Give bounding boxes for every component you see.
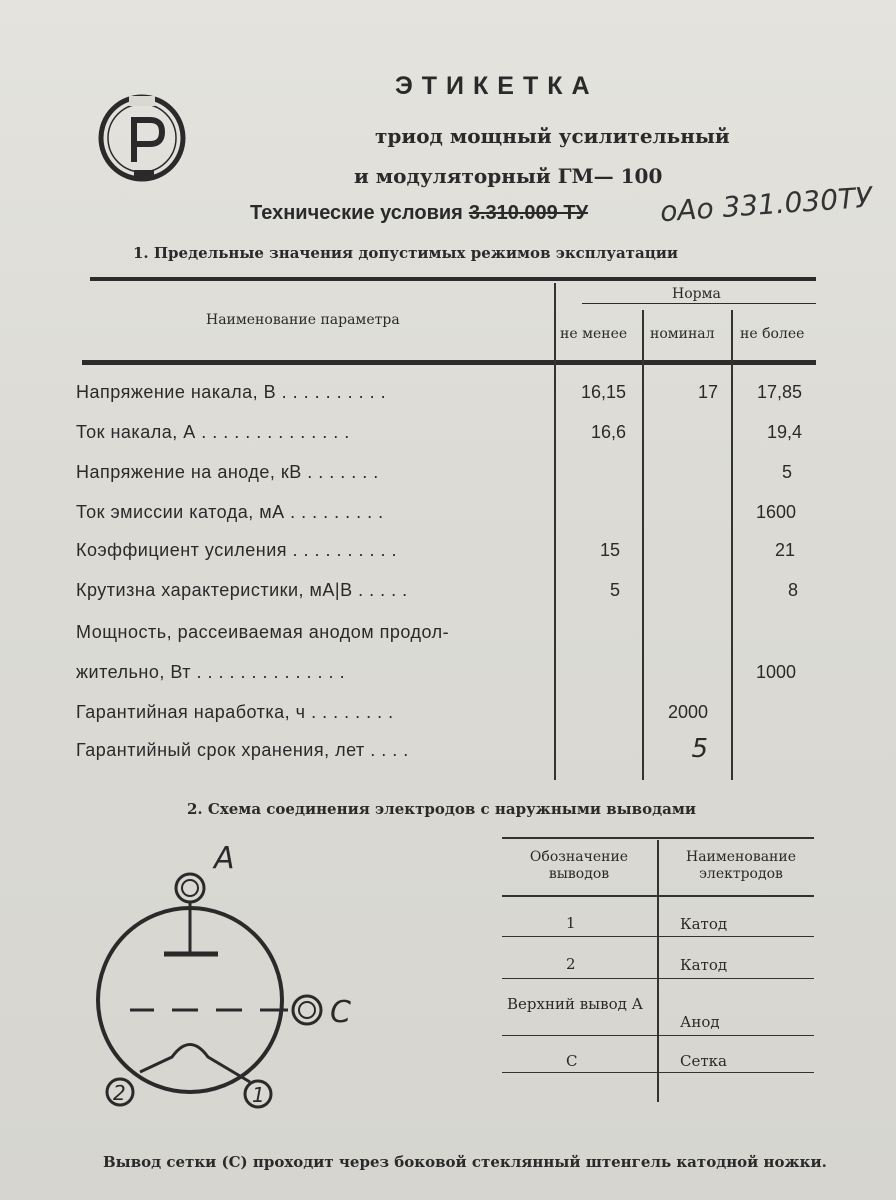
param-row-10: Гарантийный срок хранения, лет . . . .	[76, 740, 409, 760]
pin-row-rule-2	[502, 978, 814, 979]
pin-row-rule-4	[502, 1072, 814, 1073]
table1-vline-1	[554, 283, 556, 780]
anode-label: А	[214, 842, 235, 876]
section2-title: 2. Схема соединения электродов с наружными выводами	[187, 800, 696, 818]
col-pin-header: Обозначение выводов	[529, 849, 629, 882]
row-1-max: 17,85	[756, 382, 802, 402]
row-2-min: 16,6	[590, 422, 626, 442]
manufacturer-logo	[96, 92, 188, 184]
table1-top-rule	[90, 277, 816, 281]
technical-conditions	[250, 202, 588, 225]
col-param-header: Наименование параметра	[206, 312, 400, 328]
param-row-6: Крутизна характеристики, мА|В . . . . .	[76, 580, 408, 600]
handwritten-tu-number: оАо 331.030ТУ	[659, 180, 874, 229]
row-10-nom-handwritten: 5	[691, 734, 708, 764]
row-1-nom: 17	[697, 382, 718, 402]
tu-label: Технические условия	[250, 202, 463, 224]
row-8-max: 1000	[755, 662, 796, 682]
triode-schematic	[92, 842, 362, 1122]
pin-row-1-pin: 1	[566, 914, 576, 932]
pin-row-3-electrode: Анод	[680, 1013, 720, 1031]
footer-note: Вывод сетки (С) проходит через боковой стеклянный штенгель катодной ножки.	[103, 1153, 827, 1171]
table1-norm-rule	[582, 303, 816, 304]
tu-struck-number: 3.310.009 ТУ	[468, 202, 589, 224]
pin1-label: 1	[252, 1083, 265, 1107]
col-norm-header: Норма	[672, 286, 721, 302]
row-1-min: 16,15	[580, 382, 626, 402]
row-5-max: 21	[774, 540, 795, 560]
col-nom-header: номинал	[650, 326, 715, 342]
row-4-max: 1600	[755, 502, 796, 522]
param-row-4: Ток эмиссии катода, мА . . . . . . . . .	[76, 502, 384, 522]
param-row-5: Коэффициент усиления . . . . . . . . . .	[76, 540, 398, 560]
param-row-3: Напряжение на аноде, кВ . . . . . . .	[76, 462, 379, 482]
pin-table-vline	[657, 840, 659, 1102]
col-min-header: не менее	[560, 326, 628, 342]
pin-row-rule-1	[502, 936, 814, 937]
section1-title: 1. Предельные значения допустимых режимов эксплуатации	[133, 244, 679, 262]
pin-table-top-rule	[502, 837, 814, 839]
param-row-2: Ток накала, А . . . . . . . . . . . . . .	[76, 422, 350, 442]
pin-row-4-electrode: Сетка	[680, 1052, 727, 1070]
row-9-nom: 2000	[667, 702, 708, 722]
pin-row-1-electrode: Катод	[680, 915, 728, 933]
row-3-max: 5	[781, 462, 792, 482]
param-row-8: жительно, Вт . . . . . . . . . . . . . .	[76, 662, 346, 682]
row-6-max: 8	[787, 580, 798, 600]
subtitle-line-2: и модуляторный ГМ— 100	[354, 164, 663, 188]
param-row-1: Напряжение накала, В . . . . . . . . . .	[76, 382, 387, 402]
row-2-max: 19,4	[766, 422, 802, 442]
row-5-min: 15	[599, 540, 620, 560]
col-max-header: не более	[740, 326, 805, 342]
pin-row-3-pin: Верхний вывод А	[507, 995, 643, 1013]
col-electrode-header: Наименование электродов	[686, 849, 796, 882]
pin-row-rule-3	[502, 1035, 814, 1036]
row-6-min: 5	[609, 580, 620, 600]
pin-row-2-pin: 2	[566, 955, 576, 973]
pin2-label: 2	[113, 1081, 126, 1105]
param-row-9: Гарантийная наработка, ч . . . . . . . .	[76, 702, 394, 722]
table1-header-rule	[82, 360, 816, 365]
document-title: ЭТИКЕТКА	[395, 72, 599, 100]
pin-row-2-electrode: Катод	[680, 956, 728, 974]
grid-label: С	[330, 995, 351, 1030]
pin-row-4-pin: С	[566, 1052, 578, 1070]
param-row-7: Мощность, рассеиваемая анодом продол-	[76, 622, 450, 642]
subtitle-line-1: триод мощный усилительный	[375, 124, 730, 148]
